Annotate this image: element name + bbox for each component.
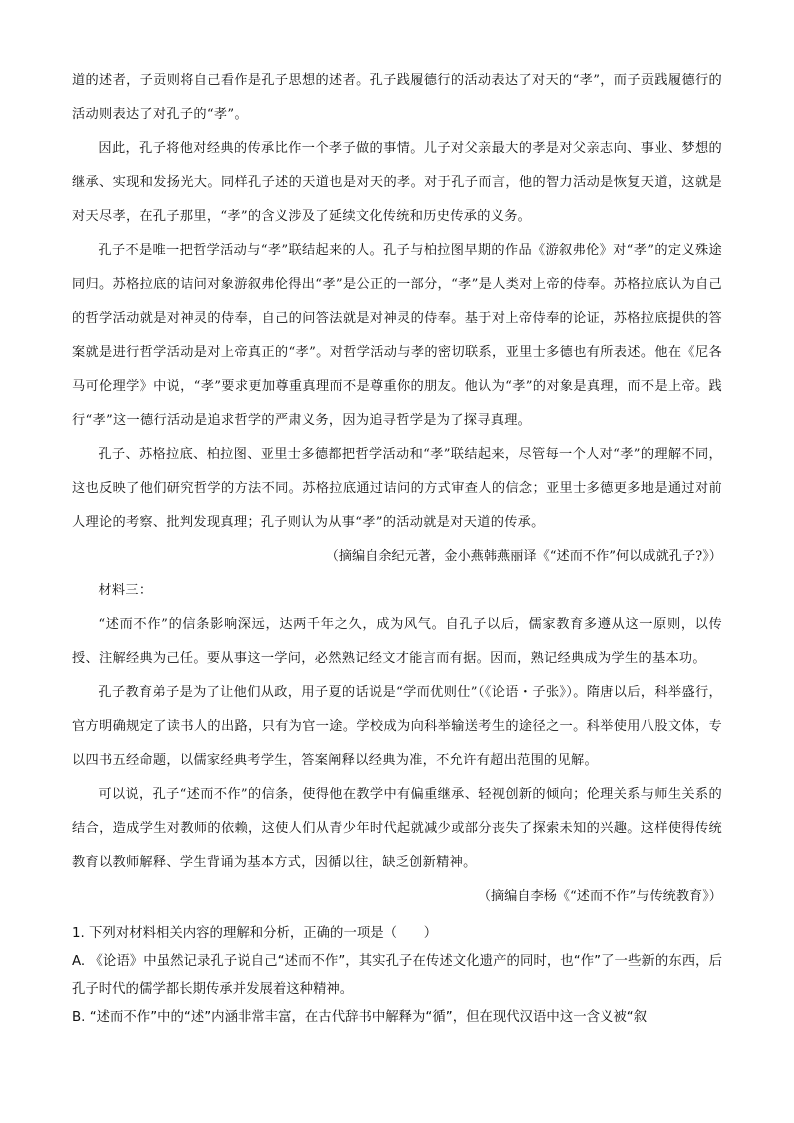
- paragraph-filial-piety-analogy: 因此，孔子将他对经典的传承比作一个孝子做的事情。儿子对父亲最大的孝是对父亲志向、事业、梦想的继承、实现和发扬光大。同样孔子述的天道也是对天的孝。对于孔子而言，他的智力活动是恢复天道，这就是对天尽孝，在孔子那里，“孝”的含义涉及了延续文化传统和历史传承的义务。: [72, 141, 722, 224]
- option-b: B. “述而不作”中的“述”内涵非常丰富，在古代辞书中解释为“循”，但在现代汉语中这一含义被“叙: [72, 1010, 648, 1025]
- material-3-paragraph-2: 孔子教育弟子是为了让他们从政，用子夏的话说是“学而优则仕”（《论语・子张》）。隋唐以后，科举盛行，官方明确规定了读书人的出路，只有为官一途。学校成为向科举输送考生的途径之一。科举使用八股文体，专以四书五经命题，以儒家经典考学生，答案阐释以经典为准，不允许有超出范围的见解。: [72, 685, 722, 768]
- option-a: A. 《论语》中虽然记录孔子说自己“述而不作”，其实孔子在传述文化遗产的同时，也“作”了一些新的东西，后孔子时代的儒学都长期传承并发展着这种精神。: [72, 954, 722, 997]
- paragraph-philosophy-and-piety: 孔子不是唯一把哲学活动与“孝”联结起来的人。孔子与柏拉图早期的作品《游叙弗伦》对“孝”的定义殊途同归。苏格拉底的诘问对象游叙弗伦得出“孝”是公正的一部分，“孝”是人类对上帝的侍奉。苏格拉底认为自己的哲学活动就是对神灵的侍奉，自己的问答法就是对神灵的侍奉。基于对上帝侍奉的论证，苏格拉底提供的答案就是进行哲学活动是对上帝真正的“孝”。对哲学活动与孝的密切联系，亚里士多德也有所表述。他在《尼各马可伦理学》中说，“孝”要求更加尊重真理而不是尊重你的朋友。他认为“孝”的对象是真理，而不是上帝。践行“孝”这一德行活动是追求哲学的严肃义务，因为追寻哲学是为了探寻真理。: [72, 243, 722, 428]
- paragraph-comparison: 孔子、苏格拉底、柏拉图、亚里士多德都把哲学活动和“孝”联结起来，尽管每一个人对“孝”的理解不同，这也反映了他们研究哲学的方法不同。苏格拉底通过诘问的方式审查人的信念；亚里士多德更多地是通过对前人理论的考察、批判发现真理；孔子则认为从事“孝”的活动就是对天道的传承。: [72, 447, 722, 530]
- question-stem: 1. 下列对材料相关内容的理解和分析，正确的一项是（ ）: [72, 926, 438, 941]
- document-page: [72, 64, 722, 1032]
- material-3-label: 材料三：: [98, 583, 153, 598]
- paragraph-continued: 道的述者，子贡则将自己看作是孔子思想的述者。孔子践履德行的活动表达了对天的“孝”，而子贡践履德行的活动则表达了对孔子的“孝”。: [72, 73, 722, 122]
- source-citation-1: （摘编自余纪元著，金小燕韩燕丽译《“述而不作”何以成就孔子?》）: [325, 549, 722, 564]
- source-citation-2: （摘编自李杨《“述而不作”与传统教育》）: [477, 889, 722, 904]
- material-3-paragraph-3: 可以说，孔子“述而不作”的信条，使得他在教学中有偏重继承、轻视创新的倾向；伦理关系与师生关系的结合，造成学生对教师的依赖，这使人们从青少年时代起就减少或部分丧失了探索未知的兴趣。这样使得传统教育以教师解释、学生背诵为基本方式，因循以往，缺乏创新精神。: [72, 787, 722, 870]
- material-3-paragraph-1: “述而不作”的信条影响深远，达两千年之久，成为风气。自孔子以后，儒家教育多遵从这一原则，以传授、注解经典为己任。要从事这一学问，必然熟记经文才能言而有据。因而，熟记经典成为学生的基本功。: [72, 617, 722, 666]
